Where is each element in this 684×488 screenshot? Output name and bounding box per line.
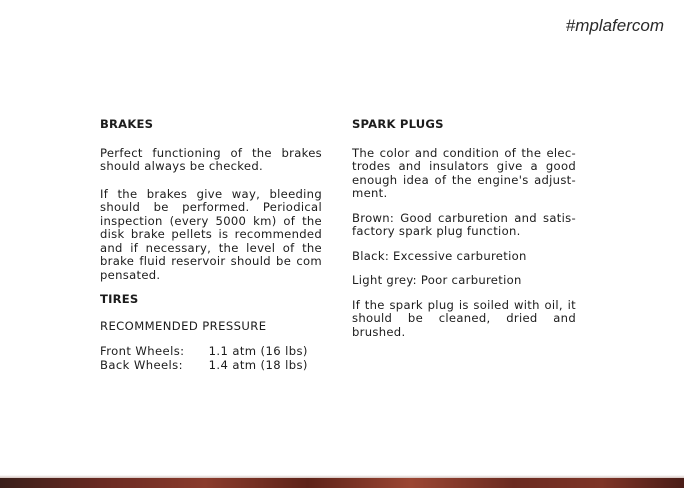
spark-plugs-paragraph-3: Black: Excessive carburetion (352, 248, 527, 263)
spark-plugs-paragraph-2: Brown: Good carburetion and satis- factory spark plug function. (352, 210, 576, 238)
left-column (100, 118, 322, 372)
spark-plugs-paragraph-5: If the spark plug is soiled with oil, it should be cleaned, dried and brushed. (352, 297, 576, 339)
back-wheels-label: Back Wheels: (100, 357, 183, 372)
recommended-pressure-label: RECOMMENDED PRESSURE (100, 318, 267, 333)
watermark: #mplafercom (565, 16, 664, 35)
front-wheels-label: Front Wheels: (100, 344, 185, 358)
back-wheels-value: 1.4 atm (18 lbs) (208, 357, 308, 372)
brakes-paragraph-1: Perfect functioning of the brakes should always be checked. (100, 145, 322, 173)
spark-plugs-paragraph-4: Light grey: Poor carburetion (352, 273, 522, 287)
front-wheels-value: 1.1 atm (16 lbs) (208, 344, 308, 358)
bottom-texture-band (0, 478, 684, 488)
right-column (352, 118, 576, 350)
brakes-paragraph-2: If the brakes give way, bleeding should be performed. Periodical inspection (every 5000 km) of the disk brake pellets is recommended and if necessary, the level of the brake fluid reservoir should be com pensated. (100, 186, 322, 282)
spark-plugs-heading: SPARK PLUGS (352, 117, 444, 131)
pressure-table (100, 345, 322, 372)
spark-plugs-paragraph-1: The color and condition of the elec- trodes and insulators give a good enough idea of the engine's adjust- ment. (352, 145, 576, 200)
brakes-heading: BRAKES (100, 117, 154, 131)
tires-heading: TIRES (100, 292, 139, 306)
